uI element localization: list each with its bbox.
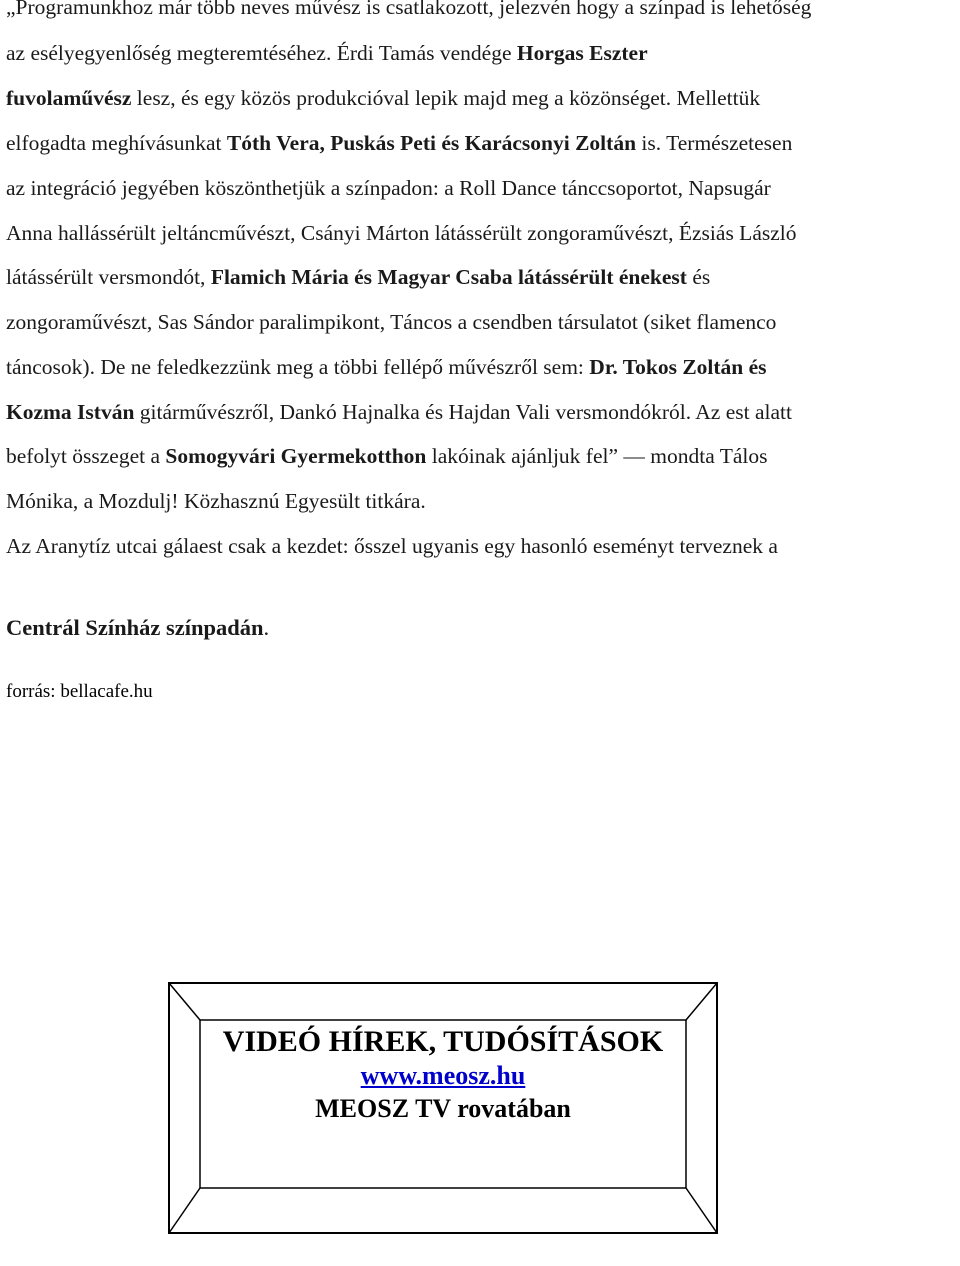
video-news-banner bbox=[168, 982, 718, 1234]
paragraph-line: az integráció jegyében köszönthetjük a színpadon: a Roll Dance tánccsoportot, Napsugár bbox=[6, 176, 771, 200]
banner-subtitle: MEOSZ TV rovatában bbox=[315, 1094, 571, 1123]
meosz-link[interactable]: www.meosz.hu bbox=[360, 1061, 526, 1090]
paragraph-line: Anna hallássérült jeltáncművészt, Csányi Márton látássérült zongoraművészt, Ézsiás László bbox=[6, 221, 797, 245]
paragraph-line: Kozma István gitárművészről, Dankó Hajnalka és Hajdan Vali versmondókról. Az est alatt bbox=[6, 400, 792, 424]
banner-content bbox=[200, 1020, 686, 1188]
paragraph-line: „Programunkhoz már több neves művész is csatlakozott, jelezvén hogy a színpad is lehetőség bbox=[6, 0, 812, 19]
paragraph-line: látássérült versmondót, Flamich Mária és Magyar Csaba látássérült énekest és bbox=[6, 265, 711, 289]
paragraph-line: Az Aranytíz utcai gálaest csak a kezdet: ősszel ugyanis egy hasonló eseményt terveznek a bbox=[6, 534, 778, 558]
paragraph-line: Mónika, a Mozdulj! Közhasznú Egyesült titkára. bbox=[6, 489, 426, 513]
paragraph-line: befolyt összeget a Somogyvári Gyermekotthon lakóinak ajánljuk fel” — mondta Tálos bbox=[6, 444, 768, 468]
paragraph-line: elfogadta meghívásunkat Tóth Vera, Puskás Peti és Karácsonyi Zoltán is. Természetesen bbox=[6, 131, 793, 155]
banner-title: VIDEÓ HÍREK, TUDÓSÍTÁSOK bbox=[222, 1025, 664, 1058]
paragraph-line: zongoraművészt, Sas Sándor paralimpikont, Táncos a csendben társulatot (siket flamenco bbox=[6, 310, 777, 334]
paragraph-line: fuvolaművész lesz, és egy közös produkcióval lepik majd meg a közönséget. Mellettük bbox=[6, 86, 761, 110]
paragraph-line: az esélyegyenlőség megteremtéséhez. Érdi Tamás vendége Horgas Eszter bbox=[6, 41, 648, 65]
paragraph-line: Centrál Színház színpadán. bbox=[6, 615, 270, 640]
source-credit: forrás: bellacafe.hu bbox=[6, 681, 153, 702]
paragraph-line: táncosok). De ne feledkezzünk meg a többi fellépő művészről sem: Dr. Tokos Zoltán és bbox=[6, 355, 767, 379]
